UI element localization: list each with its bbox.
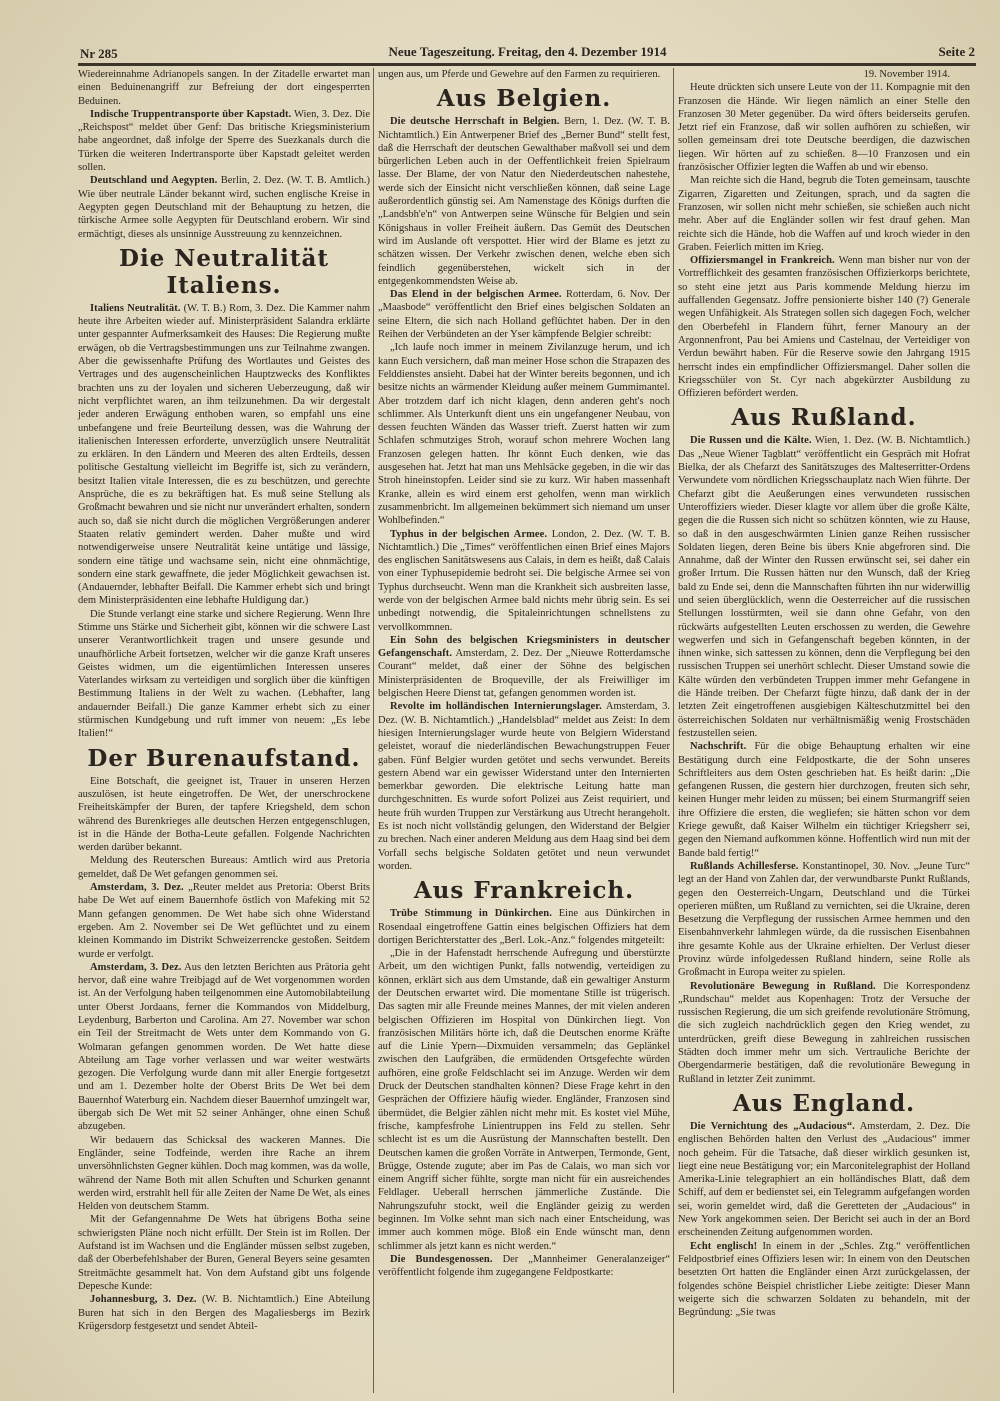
column-3	[678, 68, 970, 1319]
page-number: Seite 2	[938, 44, 975, 59]
article-text: Wir bedauern das Schicksal des wackeren Mannes. Die Engländer, seine Todfeinde, werden ihre Rache an ihrem unversöhnlichsten Gegner kühlen. Doch mag kommen, was da wolle, während der Name Both mit allen Schuften und Schurken genannt werden wird, erstrahlt hell für alle Zeiten der Name De Wet, als eines Helden von deutschem Stamm.	[78, 1134, 370, 1213]
article-text: Berlin, 2. Dez. (W. T. B. Amtlich.) Wie über neutrale Länder bekannt wird, suchen englische Kreise in Aegypten gegen Deutschland mit der Behauptung zu hetzen, die türkische Armee solle Aegypten für Deutschland erobern. Wir sind ermächtigt, dieses als unsinnige Ausstreuung zu kennzeichnen.	[78, 175, 371, 240]
article-lead: Indische Truppentransporte über Kapstadt.	[90, 108, 292, 120]
article-lead: Amsterdam, 3. Dez.	[90, 882, 184, 894]
column-divider	[373, 68, 374, 1393]
article-text: London, 2. Dez. (W. T. B. Nichtamtlich.) Die „Times“ veröffentlichen einen Brief eines Majors des englischen Sanitätswesens aus Calais, in dem es heißt, daß Calais von einer Typhusepidemie bedroht sei. Die belgische Armee sei von Typhus durchseucht. Wenn man die Krankheit sich ausbreiten lasse, werde von der belgischen Armee bald nichts mehr übrig sein. Es sei unbedingt notwendig, die Spitaleinrichtungen schnellstens zu vervollkommnen.	[378, 528, 670, 633]
masthead	[80, 44, 975, 62]
article-paragraph	[78, 854, 370, 881]
article-lead: Die Bundesgenossen.	[390, 1253, 493, 1265]
article-lead: Die Russen und die Kälte.	[690, 435, 812, 447]
article-text: Amsterdam, 3. Dez. (W. B. Nichtamtlich.) „Handelsblad“ meldet aus Zeist: In dem hiesigen Internierungslager wurde heute von Belgiern Widerstand geleistet, worauf die niederländischen Bewachungstruppen Feuer gaben. Fünf Belgier wurden getötet und sechs verwundet. Bereits gestern Abend war ein gewisser Widerstand unter den Internierten bemerkbar geworden. Die elektrische Leitung hatte man durchgeschnitten. Es wurde sofort Polizei aus Zeist requiriert, und heute früh wurden Truppen zur Verstärkung aus Utrecht herangeholt. Es ist noch nicht vollständig gelungen, den Widerstand der Belgier zu brechen. Nach einer anderen Meldung aus dem Haag sind bei dem Vorfall sechs belgische Soldaten getötet und neun verwundet worden.	[378, 701, 670, 872]
article-lead: Revolutionäre Bewegung in Rußland.	[690, 980, 876, 992]
article-paragraph	[78, 108, 370, 174]
article-text: Aus den letzten Berichten aus Prätoria geht hervor, daß eine wahre Treibjagd auf de Wet vorgenommen worden ist. An der Verfolgung haben teilgenommen eine Automobilabteilung unter Oberst Jordaans, ferner die Kommandos von Middelburg, Leydenburg, Barberton und Carolina. Am 27. November war schon ein Teil der Streitmacht de Wets unter dem Kommando von G. Wolmaran gefangen genommen worden. De Wet hatte diese Abteilung am Tage vorher verlassen und war weiter westwärts gezogen. Die Verfolgung wurde dann mit aller Energie fortgesetzt und am 1. Dezember holte der Oberst Brits De Wet bei dem Bauernhof Waterburg ein. Nachdem dieser Bauernhof umzingelt war, übergab sich De Wet mit 52 seiner Anhänger, ohne einen Schuß abzugeben.	[78, 961, 370, 1133]
article-text: Die Stunde verlangt eine starke und sichere Regierung. Wenn Ihre Stimme uns Stärke und Sicherheit gibt, können wir die schwere Last unserer Verantwortlichkeit tragen und unsere gesunde und unaufhörliche Arbeit fortsetzen, welcher wir die ganze Kraft unseres Geistes widmen, um die eigentümlichen Interessen unseres Vaterlandes wirksam zu verteidigen und sorglich über die künftigen Bestimmung Italiens in der Welt zu wachen. (Lebhafter, lang andauernder Beifall.) Die ganze Kammer erhebt sich zu einer stürmischen Kundgebung und ruft immer von neuem: „Es lebe Italien!“	[78, 608, 370, 740]
column-2	[378, 68, 670, 1280]
article-paragraph	[378, 68, 670, 81]
article-paragraph	[78, 961, 370, 1134]
article-text: Man reichte sich die Hand, begrub die Toten gemeinsam, tauschte Zigarren, Zigaretten und Zeitungen, sprach, und da sagten die Franzosen, wir sollen nicht mehr schießen, sie schießen auch nicht mehr. Aber auf die Engländer sollen wir fest drauf gehen. Man reichte sich die Hände, hob die Waffen auf und kroch wieder in den Graben. Feierlich mitten im Krieg.	[678, 175, 970, 253]
article-paragraph	[78, 608, 370, 741]
article-paragraph	[78, 775, 370, 855]
article-text: Heute drückten sich unsere Leute von der 11. Kompagnie mit den Franzosen die Hände. Wir liegen nämlich an einer Stelle den Franzosen 30 Meter gegenüber. Da wird öfters beiderseits gerufen. Jetzt rief ein Franzose, daß wir sollen aufhören zu schießen, wir sollen gemeinsam drei tote Deutsche beerdigen, die dazwischen liegen. Wir hörten auf zu schießen. 8—10 Franzosen und ein französischer Offizier legten die Waffen ab und wir ebenso.	[678, 82, 970, 174]
section-heading: Aus England.	[732, 1089, 916, 1117]
masthead-rule	[78, 63, 976, 66]
section-heading: Aus Frankreich.	[413, 877, 635, 905]
article-paragraph	[378, 528, 670, 634]
newspaper-title-date: Neue Tageszeitung. Freitag, den 4. Dezember 1914	[388, 44, 667, 59]
article-text: (W. B. Nichtamtlich.) Eine Abteilung Buren hat sich in den Bergen des Magaliesbergs im Bezirk Krügersdorp festgesetzt und sendet Abteil-	[78, 1294, 371, 1332]
article-text: „Die in der Hafenstadt herrschende Aufregung und überstürzte Arbeit, um den wichtigen Punkt, falls notwendig, verteidigen zu können, erklärt sich aus dem Umstande, daß ein gewaltiger Ansturm der Deutschen erwartet wird. Die momentane Stille ist trügerisch. Das sagten mir alle Freunde meines Mannes, der mit vielen anderen belgischen Offizieren im Hospital von Dünkirchen liegt. Von französischen Militärs hörte ich, daß die Deutschen enorme Kräfte auf die Linie Ypern—Dixmuiden versammeln; das Geplänkel zwischen den Laufgräben, die ermüdenden Ortsgefechte würden aufhören, eine große Feldschlacht sei im Anzuge. Werden wir dem Druck der Deutschen standhalten können? Diese Frage kehrt in den Gesprächen der Offiziere häufig wieder. Engländer, Franzosen sind übermüdet, die Belgier zählen nicht mehr mit. Es kostet viel Mühe, frische, kampfesfrohe Linientruppen ins Feld zu stellen. Sehr schlecht ist es um die Ausrüstung der Mannschaften bestellt. Den Deutschen kamen die großen Vorräte in Antwerpen, Termonde, Gent, Brügge, Ostende zugute; aber im Pas de Calais, wo man sich vor einem Angriff sicher fühlte, sorgte man nicht für ein ausreichendes Feldlager. Ueberall herrschen jämmerliche Zustände. Die Nahrungszufuhr stockt, weil die Engländer geizig zu werden beginnen. Im Volke sehnt man sich nach einer Entscheidung, was immer auch kommen möge. Bloß ein Ende wünscht man, denn schlimmer als jetzt kann es nicht werden.“	[378, 948, 670, 1252]
article-paragraph	[678, 434, 970, 740]
article-lead: Amsterdam, 3. Dez.	[90, 961, 182, 973]
article-text: Wien, 1. Dez. (W. B. Nichtamtlich.) Das „Neue Wiener Tagblatt“ veröffentlicht ein Gespräch mit Hofrat Bielka, der als Chefarzt des Sanitätszuges des Malteserritter-Ordens Verwundete vom nördlichen Kriegsschauplatz nach Wien führte. Der Chefarzt gibt die Aeußerungen eines verwundeten russischen Unteroffiziers wieder. Dieser klagte vor allem über die große Kälte, gegen die die Russen sich nicht so schützen könnten, wie zu Hause, so daß in den ausgeschwärmten Linien ganze Reihen russischer Soldaten liegen, deren Beine bis übers Knie abgefroren sind. Die Annahme, daß der Winter den Russen erwünscht sei, sei daher ein großer Irrtum. Die Russen hätten nur den Wunsch, daß der Krieg bald zu Ende sei, denn die Mannschaften führten ihn nur widerwillig und seien überglücklich, wenn die Oesterreicher auf die russischen Stellungen losstürmten, weil sie dann ohne Gefahr, von den rückwärts aufgestellten Leuten erschossen zu werden, die Gewehre wegwerfen und sich in Gefangenschaft begeben könnten, in der ihnen winke, sich sattessen zu können, denn die Verpflegung bei den russischen Truppen sei unerhört schlecht. Dieser Umstand sowie die Kälte würden den verbündeten Truppen immer mehr Gefangene in die Hände treiben. Der Chefarzt fügte hinzu, daß dank der in der letzten Zeit eingetroffenen ausgiebigen Kälteschutzmittel bei den österreichischen Soldaten nur verhältnismäßig wenig Frostschäden festzustellen seien.	[678, 435, 971, 739]
article-paragraph	[78, 174, 370, 240]
article-paragraph	[78, 68, 370, 108]
article-lead: Italiens Neutralität.	[90, 302, 181, 314]
article-text: Wiedereinnahme Adrianopels sangen. In der Zitadelle erwartet man einen Beduinenangriff zur Befreiung der dort eingesperrten Beduinen.	[78, 69, 370, 107]
article-paragraph	[678, 860, 970, 980]
article-lead: Revolte im holländischen Internierungslager.	[390, 701, 602, 713]
article-paragraph	[378, 115, 670, 288]
article-text: In einem in der „Schles. Ztg.“ veröffentlichen Feldpostbrief eines Offiziers lesen wir: In einem von den Deutschen besetzten Ort hatten die Engländer einen Arzt zurückgelassen, der folgendes schöne Beispiel christlicher Liebe zeitigte: Dieser Mann weigerte sich die schwarzen Soldaten zu behandeln, mit der Begründung: „Sie twas	[678, 1240, 970, 1319]
article-text: Amsterdam, 2. Dez. Die englischen Behörden halten den Verlust des „Audacious“ immer noch geheim. Für die Tatsache, daß dieser wirklich gesunken ist, liegt eine neue Bestätigung vor; ein Marconitelegraphist der Holland Amerika-Linie telegraphiert an ein holländisches Blatt, daß dem Schiff, auf dem er bedienstet sei, ein Telegramm aufgefangen worden sei, worin gemeldet wird, daß die Geretteten der „Audacious“ in New York angekommen seien. Der Bericht sei auch in der an Bord erscheinenden Zeitung aufgenommen worden.	[678, 1120, 970, 1239]
article-text: Rotterdam, 6. Nov. Der „Maasbode“ veröffentlicht den Brief eines belgischen Soldaten an seine Eltern, die sich nach Holland geflüchtet haben. Der in den Reihen der Verbündeten an der Yser kämpfende Belgier schreibt:	[378, 289, 670, 341]
article-paragraph	[678, 174, 970, 254]
article-paragraph	[378, 634, 670, 700]
article-lead: Johannesburg, 3. Dez.	[90, 1294, 197, 1306]
article-paragraph	[678, 81, 970, 174]
column-divider	[673, 68, 674, 1393]
section-heading: Aus Rußland.	[731, 404, 917, 432]
article-paragraph	[678, 740, 970, 860]
article-paragraph	[378, 288, 670, 341]
article-text: Wien, 3. Dez. Die „Reichspost“ meldet über Genf: Das britische Kriegsministerium habe angeordnet, daß infolge der Sperre des Suezkanals durch die Türken die weiteren Indertransporte über Kapstadt geleitet werden sollen.	[78, 108, 371, 174]
article-paragraph	[78, 1213, 370, 1293]
article-paragraph	[378, 947, 670, 1253]
article-lead: Ein Sohn des belgischen Kriegsministers in deutscher Gefangenschaft.	[378, 634, 670, 660]
article-lead: Die deutsche Herrschaft in Belgien.	[390, 116, 560, 128]
article-text: Die Korrespondenz „Rundschau“ meldet aus Kopenhagen: Trotz der Versuche der russischen Regierung, die um sich greifende revolutionäre Strömung, die sich zugleich nachdrücklich gegen den Krieg wendet, zu unterdrücken, greift diese Bewegung in zahlreichen russischen Städten doch immer mehr um sich. Vertrauliche Berichte der Obergendarmerie bestätigen, daß die revolutionäre Bewegung in Rußland in letzter Zeit zunimmt.	[678, 980, 970, 1085]
article-paragraph	[678, 1120, 970, 1240]
article-text: Meldung des Reuterschen Bureaus: Amtlich wird aus Pretoria gemeldet, daß De Wet gefangen genommen sei.	[78, 855, 370, 880]
article-paragraph	[378, 700, 670, 873]
article-text: Konstantinopel, 30. Nov. „Jeune Turc“ legt an der Hand von Zahlen dar, der verwundbarste Punkt Rußlands, gegen den Oesterreich-Ungarn, Deutschland und die Türkei operieren müßten, um Rußland zu vernichten, sei die Ukraine, deren Besetzung die Verpflegung der russischen Armee hemmen und den Eisenbahnverkehr lahmlegen würde, da die russischen Eisenbahnen ihre gesamte Kohle aus der Ukraine erhielten. Der Verlust dieser Provinz würde infolgedessen Rußland hindern, seine Rolle als Großmacht in Europa weiter zu spielen.	[678, 860, 970, 979]
section-heading: Die Neutralität Italiens.	[119, 244, 329, 299]
article-lead: Nachschrift.	[690, 741, 747, 753]
article-text: „Ich laufe noch immer in meinem Zivilanzuge herum, und ich kann Euch versichern, daß man meiner Hose schon die Strapazen des Felddienstes ansieht. Dabei hat der Winter bereits begonnen, und ich besitze nichts an wärmender Kleidung außer meinem Gummimantel. Aber trotzdem darf ich nicht klagen, denn anderen geht's noch schlimmer. Als Unterkunft dient uns ein ungefangener Neubau, von dessen feuchten Wänden das Wasser trieft. Zuerst hatten wir zum Schlafen schmutziges Stroh, worauf schon mehrere Wochen lang Franzosen gelegen hatten. Ihr könnt Euch denken, wie das ausgesehen hat. Jetzt hat man uns Mehlsäcke gegeben, in die wir das Stroh hineinstopfen. Leider sind sie zu kurz. Wir haben massenhaft Kranke, allein es wird einem erst geholfen, wenn man wirklich zusammenbricht. Im allgemeinen bekümmert sich niemand um unser Wohlbefinden.“	[378, 342, 670, 527]
article-lead: Rußlands Achillesferse.	[690, 860, 799, 872]
article-text: Wenn man bisher nur von der Vortrefflichkeit des gesamten französischen Offizierkorps berichtete, so steht eine jetzt aus Paris kommende Meldung hierzu im auffallenden Gegensatz. Joffre pensionierte bisher 140 (?) Generale wegen Unfähigkeit. Als Strategen sollen sich dagegen Foch, welcher den Oberbefehl in Flandern führt, ferner Manoury an der Argonnenfront, Pau bei Amiens und Castelnau, der Verteidiger von Verdun bewährt haben. Für die Reserve sowie den Jahrgang 1915 herrscht indes ein empfindlicher Offiziersmangel. Daher sollen die Kriegsschüler von St. Cyr nach abgekürzter Ausbildung zu Offizieren befördert werden.	[678, 255, 970, 400]
article-text: Eine Botschaft, die geeignet ist, Trauer in unseren Herzen auszulösen, ist heute eingetroffen. De Wet, der unerschrockene Freiheitskämpfer der Buren, der tapfere Kriegsheld, dem schon während des Burenkrieges alle deutschen Herzen entgegenschlugen, ist in die Hände der Botha-Leute gefallen. Folgende Nachrichten werden darüber bekannt.	[78, 775, 370, 854]
letter-date: 19. November 1914.	[863, 69, 950, 80]
article-text: Amsterdam, 2. Dez. Der „Nieuwe Rotterdamsche Courant“ meldet, daß einer der Söhne des belgischen Ministerpräsidenten de Broqueville, der als Freiwilliger im belgischen Heere Dienst tat, gefangen genommen worden ist.	[378, 648, 670, 700]
article-lead: Offiziersmangel in Frankreich.	[690, 255, 835, 267]
article-paragraph	[78, 1293, 370, 1333]
article-text: Der „Mannheimer Generalanzeiger“ veröffentlicht folgende ihm zugegangene Feldpostkarte:	[378, 1253, 670, 1279]
section-heading: Aus Belgien.	[436, 85, 612, 113]
article-text: „Reuter meldet aus Pretoria: Oberst Brits habe De Wet auf einem Bauernhofe östlich von Mafeking mit 52 Mann gefangen genommen. De Wet habe sich ohne Widerstand ergeben. Am 2. November sei De Wet geflüchtet und zu einem kleinen Kommando im Distrikt Schweizerrencke gestoßen. Seitdem wurde er verfolgt.	[78, 882, 371, 960]
article-lead: Deutschland und Aegypten.	[90, 175, 218, 187]
article-paragraph	[378, 341, 670, 527]
article-text: Eine aus Dünkirchen in Rosendaal eingetroffene Gattin eines belgischen Offiziers hat dem dortigen Berichterstatter des „Berl. Lok.-Anz.“ folgendes mitgeteilt:	[378, 908, 670, 946]
article-paragraph	[678, 254, 970, 400]
article-paragraph	[78, 881, 370, 961]
article-lead: Typhus in der belgischen Armee.	[390, 528, 548, 540]
article-paragraph	[78, 302, 370, 608]
article-lead: Die Vernichtung des „Audacious“.	[690, 1120, 855, 1132]
article-paragraph	[378, 907, 670, 947]
article-lead: Trübe Stimmung in Dünkirchen.	[390, 908, 552, 920]
article-text: Mit der Gefangennahme De Wets hat übrigens Botha seine schwierigsten Pläne noch nicht erfüllt. Der Stein ist im Rollen. Der Aufstand ist im Wachsen und die Engländer müssen selbst zugeben, daß der Oberbefehlshaber der Buren, General Beyers seine gesamten Streitmächte gesammelt hat. Von dem Aufstand gibt uns folgende Depesche Kunde:	[78, 1214, 370, 1292]
article-lead: Das Elend in der belgischen Armee.	[390, 289, 562, 301]
article-paragraph	[378, 1253, 670, 1280]
article-paragraph	[678, 1240, 970, 1320]
article-paragraph	[678, 980, 970, 1086]
issue-number: Nr 285	[80, 46, 118, 61]
article-text: ungen aus, um Pferde und Gewehre auf den Farmen zu requirieren.	[378, 69, 661, 80]
column-1	[78, 68, 370, 1333]
section-heading: Der Burenaufstand.	[87, 744, 361, 772]
article-paragraph	[78, 1134, 370, 1214]
article-text: Für die obige Behauptung erhalten wir eine Bestätigung durch eine Feldpostkarte, die der Sohn unseres Schriftleiters aus dem Osten geschrieben hat. Es heißt darin: „Die gefangenen Russen, die gestern hier durchzogen, freuten sich sehr, keinen Hunger mehr leiden zu müssen; bei einem Sturmangriff seien ihre Offiziere die ersten, die wegliefen; sie hätten schon vor dem Kriege gewußt, daß Kaiser Wilhelm ein tüchtiger Kriegsherr sei, gegen den Niemand aufkommen könne. Hoffentlich wird nun mit der Bande bald fertig!“	[678, 741, 971, 859]
article-text: Bern, 1. Dez. (W. T. B. Nichtamtlich.) Ein Antwerpener Brief des „Berner Bund“ stellt fest, daß die Herrschaft der deutschen Gewalthaber maßvoll sei und dem bürgerlichen Leben auch in der Oeffentlichkeit freien Spielraum lasse. Der Blame, der von Natur den Niederdeutschen nahestehe, werde sich der Einsicht nicht verschließen können, daß seine Lage außerordentlich günstig sei. Am Namenstage des Königs durften die „Landsbh'e'n“ von Antwerpen seine Wünsche für Belgien und sein Königshaus in voller Freiheit äußern. Das Gemüt des Deutschen wird im Auslande oft verspottet. Hier wird der Blame es jetzt zu schätzen wissen. Der Verkehr zwischen denen, welche eben sich feindlich gegenüberstehen, wickelt sich in der entgegenkommendsten Weise ab.	[378, 116, 670, 287]
article-text: (W. T. B.) Rom, 3. Dez. Die Kammer nahm heute ihre Arbeiten wieder auf. Ministerpräsident Salandra erklärte unter gespannter Aufmerksamkeit des Hauses: Die Regierung mußte erwägen, ob die Vertragsbestimmungen uns zur Teilnahme zwangen. Aber die gewissenhafte Prüfung des Wortlautes und Geistes des Vertrages und des augenscheinlichen Hauptzwecks des Konfliktes brachten uns zu der loyalen und sicheren Ueberzeugung, daß wir nicht verpflichtet waren, an ihm teilzunehmen. Da wir dergestalt jeder anderen Erwägung enthoben waren, so empfahl uns eine unbefangene und freie Beurteilung dessen, was die Wahrung der italienischen Interessen erforderte, unverzüglich unsere Neutralität zu erklären. In den Ländern und Meeren des alten Erdteils, dessen politische Gestaltung vielleicht im Begriffe ist, sich zu verändern, besitzt Italien vitale Interessen, die es zu beschützen, und gerechte Ansprüche, die es zu bekräftigen hat. Es muß seine Stellung als Großmacht bewahren und sie nicht nur unverändert erhalten, sondern auch so, daß sie nicht durch die möglichen Vergrößerungen anderer Staaten relativ gemindert werden. Daher mußte und wird notwendigerweise unsere Neutralität keine untätige und lässige, sondern eine tätige und wachsame sein, nicht eine ohnmächtige, sondern eine stark gewaffnete, die jeder Möglichkeit gewachsen ist. (Andauernder, lebhafter Beifall. Die Kammer erhebt sich und bringt dem Ministerpräsidenten eine lebhafte Huldigung dar.)	[78, 302, 371, 607]
article-lead: Echt englisch!	[690, 1240, 758, 1252]
